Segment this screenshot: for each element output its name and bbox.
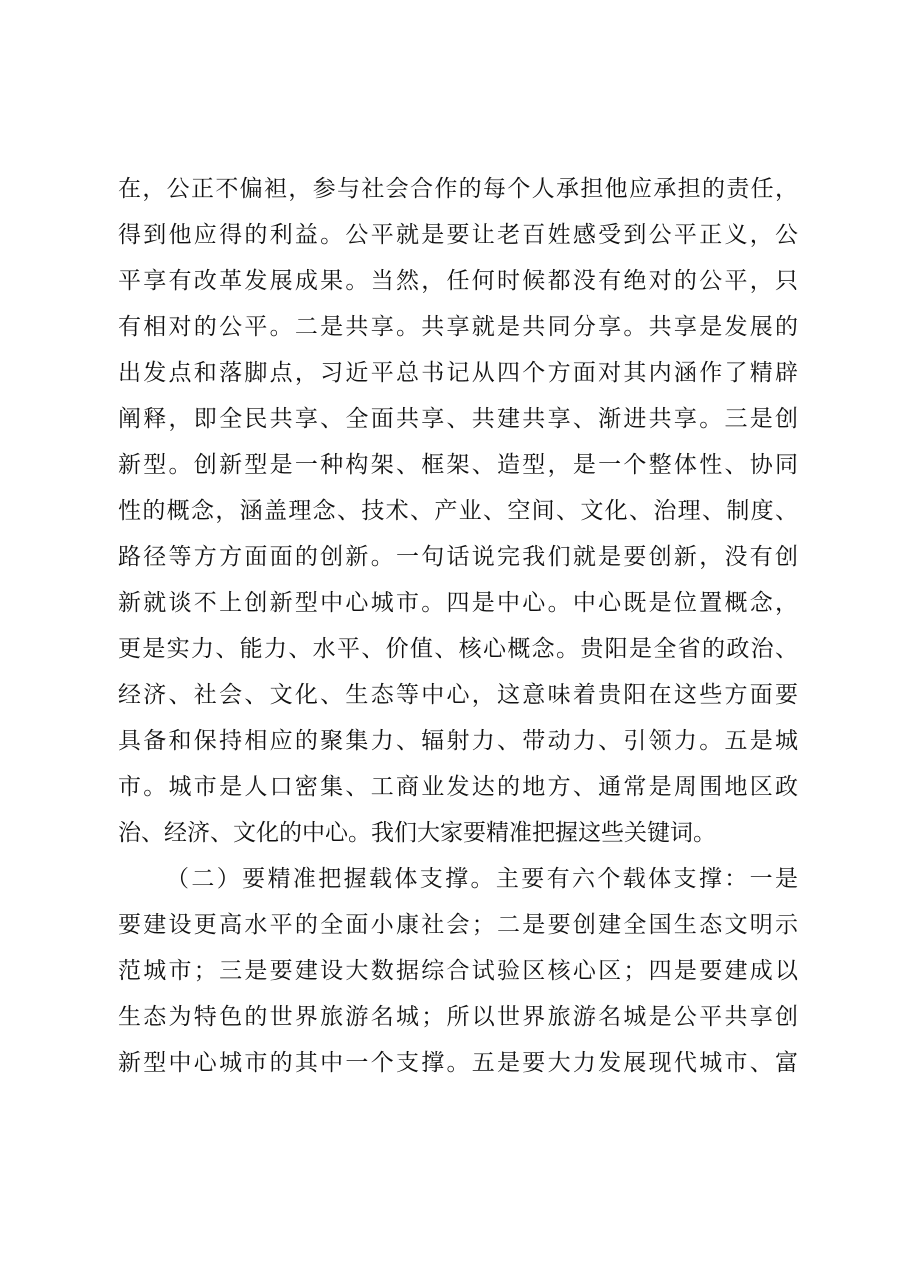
text-line: 要建设更高水平的全面小康社会；二是要创建全国生态文明示: [118, 912, 798, 938]
text-line: 更是实力、能力、水平、价值、核心概念。贵阳是全省的政治、: [118, 636, 798, 662]
text-line: 路径等方方面面的创新。一句话说完我们就是要创新，没有创: [118, 544, 798, 570]
body-text: [118, 166, 798, 1086]
text-line: 出发点和落脚点，习近平总书记从四个方面对其内涵作了精辟: [118, 360, 798, 386]
text-line: 具备和保持相应的聚集力、辐射力、带动力、引领力。五是城: [118, 728, 798, 754]
text-line: 新就谈不上创新型中心城市。四是中心。中心既是位置概念，: [118, 590, 798, 616]
text-line: 新型中心城市的其中一个支撑。五是要大力发展现代城市、富: [118, 1050, 798, 1076]
text-line: 市。城市是人口密集、工商业发达的地方、通常是周围地区政: [118, 774, 798, 800]
text-line: 性的概念，涵盖理念、技术、产业、空间、文化、治理、制度、: [118, 498, 798, 524]
text-line: 得到他应得的利益。公平就是要让老百姓感受到公平正义，公: [118, 222, 798, 248]
text-line: 治、经济、文化的中心。我们大家要精准把握这些关键词。: [118, 820, 716, 846]
text-line: 有相对的公平。二是共享。共享就是共同分享。共享是发展的: [118, 314, 798, 340]
text-line: 生态为特色的世界旅游名城；所以世界旅游名城是公平共享创: [118, 1004, 798, 1030]
text-line: 范城市；三是要建设大数据综合试验区核心区；四是要建成以: [118, 958, 798, 984]
text-line: 平享有改革发展成果。当然，任何时候都没有绝对的公平，只: [118, 268, 798, 294]
text-line: 新型。创新型是一种构架、框架、造型，是一个整体性、协同: [118, 452, 798, 478]
paragraph-heading-line: （二）要精准把握载体支撑。主要有六个载体支撑：一是: [166, 866, 798, 892]
text-line: 经济、社会、文化、生态等中心，这意味着贵阳在这些方面要: [118, 682, 798, 708]
text-line: 在，公正不偏袒，参与社会合作的每个人承担他应承担的责任，: [118, 176, 798, 202]
text-line: 阐释，即全民共享、全面共享、共建共享、渐进共享。三是创: [118, 406, 798, 432]
